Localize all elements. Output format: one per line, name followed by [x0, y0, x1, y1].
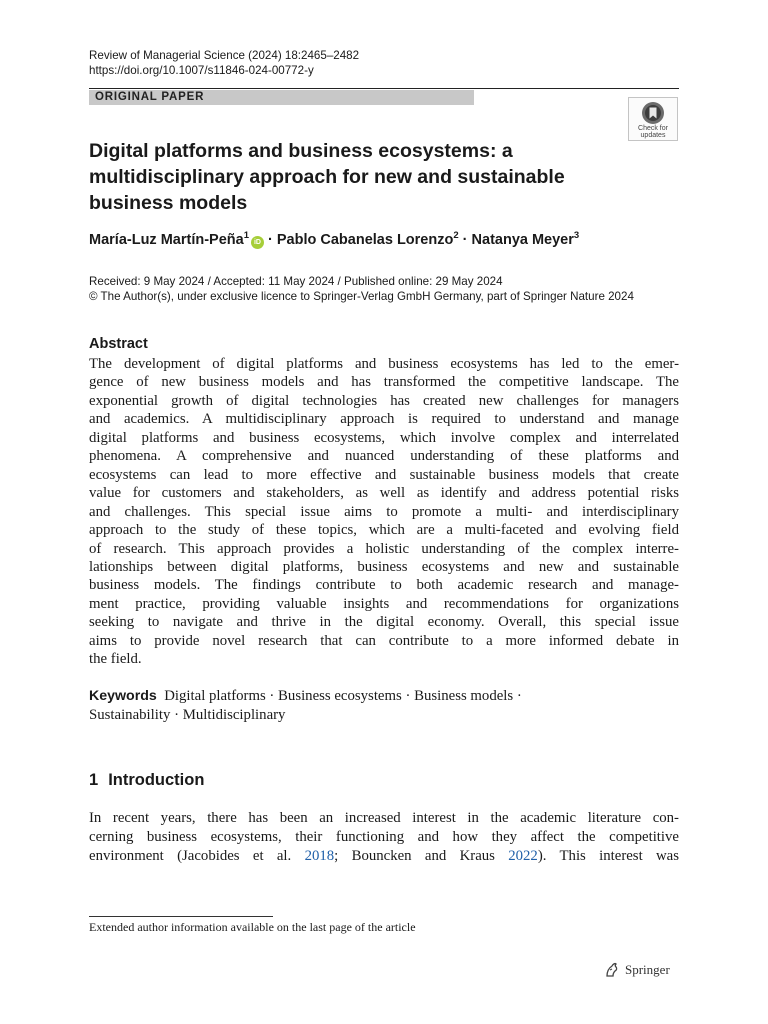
author-name[interactable]: María-Luz Martín-Peña: [89, 232, 244, 248]
keywords-label: Keywords: [89, 688, 157, 704]
abstract-line: gence of new business models and has transformed the competitive landscape. The: [89, 374, 679, 391]
abstract-line: of research. This approach provides a holistic understanding of the complex interre-: [89, 540, 679, 557]
title-line: multidisciplinary approach for new and sustainable: [89, 166, 565, 188]
abstract-line: lationships between digital platforms, business ecosystems and new and sustainable: [89, 558, 679, 575]
citation-link[interactable]: 2018: [304, 848, 335, 864]
abstract-line: business models. The findings contribute to both academic research and manage-: [89, 577, 679, 594]
bookmark-circle-icon: [641, 101, 665, 125]
footnote: Extended author information available on the last page of the article: [89, 920, 416, 934]
section-heading: [89, 771, 204, 790]
abstract-line: exponential growth of digital technologies has created new challenges for managers: [89, 392, 679, 409]
abstract-line: ecosystems can lead to more effective and sustainable business models that create: [89, 466, 679, 483]
section-number: 1: [89, 771, 99, 789]
text-span: environment (Jacobides et al.: [89, 848, 305, 864]
author-name[interactable]: Pablo Cabanelas Lorenzo: [276, 232, 454, 248]
abstract-line: seeking to navigate and thrive in the digital economy. Overall, this special issue: [89, 614, 679, 631]
title-line: business models: [89, 192, 248, 214]
paragraph-line: cerning business ecosystems, their functioning and how they affect the competitive: [89, 829, 679, 845]
abstract-heading: Abstract: [89, 336, 148, 352]
paragraph-line: In recent years, there has been an increased interest in the academic literature con-: [89, 810, 679, 826]
abstract-body: [89, 355, 679, 669]
orcid-icon[interactable]: iD: [251, 236, 264, 249]
introduction-paragraph: [89, 809, 679, 866]
publication-dates: Received: 9 May 2024 / Accepted: 11 May 2024 / Published online: 29 May 2024: [89, 275, 503, 288]
doi-link[interactable]: https://doi.org/10.1007/s11846-024-00772-y: [89, 64, 314, 77]
springer-horse-icon: [603, 961, 621, 979]
author-affiliation: 2: [453, 230, 459, 241]
check-for-updates-badge[interactable]: [628, 97, 678, 141]
springer-logo: [603, 961, 670, 979]
author-separator: ·: [458, 232, 472, 248]
abstract-line: value for customers and stakeholders, as well as identify and address potential risks: [89, 485, 679, 502]
author-name[interactable]: Natanya Meyer: [471, 232, 574, 248]
abstract-line: approach to the study of these topics, which are a multi-faceted and evolving field: [89, 522, 679, 539]
check-for-updates-sublabel: updates: [640, 132, 666, 139]
journal-citation: Review of Managerial Science (2024) 18:2465–2482: [89, 49, 360, 62]
abstract-line: and academics. A multidisciplinary approach is required to understand and manage: [89, 411, 679, 428]
author-separator: ·: [263, 232, 277, 248]
paper-type-label: ORIGINAL PAPER: [95, 91, 205, 103]
author-affiliation: 1: [243, 230, 249, 241]
abstract-line: phenomena. A comprehensive and nuanced understanding of these platforms and: [89, 448, 679, 465]
title-line: Digital platforms and business ecosystems: a: [89, 140, 513, 162]
copyright-notice: © The Author(s), under exclusive licence to Springer-Verlag GmbH Germany, part of Springer Nature 2024: [89, 290, 634, 303]
author-list: [89, 230, 579, 249]
section-title: Introduction: [108, 771, 205, 789]
abstract-line: The development of digital platforms and business ecosystems has led to the emer-: [89, 356, 679, 372]
keywords: [89, 687, 679, 724]
abstract-line: the field.: [89, 651, 142, 668]
paper-type-bar: [89, 90, 474, 105]
paragraph-line: [89, 847, 679, 866]
citation-link[interactable]: 2022: [508, 848, 538, 864]
publisher-name: Springer: [625, 962, 670, 977]
abstract-line: and challenges. This special issue aims to promote a multi- and interdisciplinary: [89, 503, 679, 520]
paper-title: [89, 138, 609, 216]
text-span: ). This interest was: [537, 848, 680, 864]
footnote-rule: [89, 916, 273, 917]
check-for-updates-label: Check for: [638, 125, 668, 132]
abstract-line: digital platforms and business ecosystems, which involve complex and interrelated: [89, 429, 679, 446]
keywords-line: [89, 687, 679, 706]
keywords-list: Digital platforms · Business ecosystems · Business models ·: [164, 688, 522, 704]
text-span: ; Bouncken and Kraus: [334, 848, 509, 864]
header-rule: [89, 88, 679, 89]
abstract-line: aims to provide novel research that can contribute to a more informed debate in: [89, 632, 679, 649]
abstract-line: ment practice, providing valuable insights and recommendations for organizations: [89, 595, 679, 612]
keywords-line: Sustainability · Multidisciplinary: [89, 706, 286, 723]
author-affiliation: 3: [573, 230, 580, 241]
